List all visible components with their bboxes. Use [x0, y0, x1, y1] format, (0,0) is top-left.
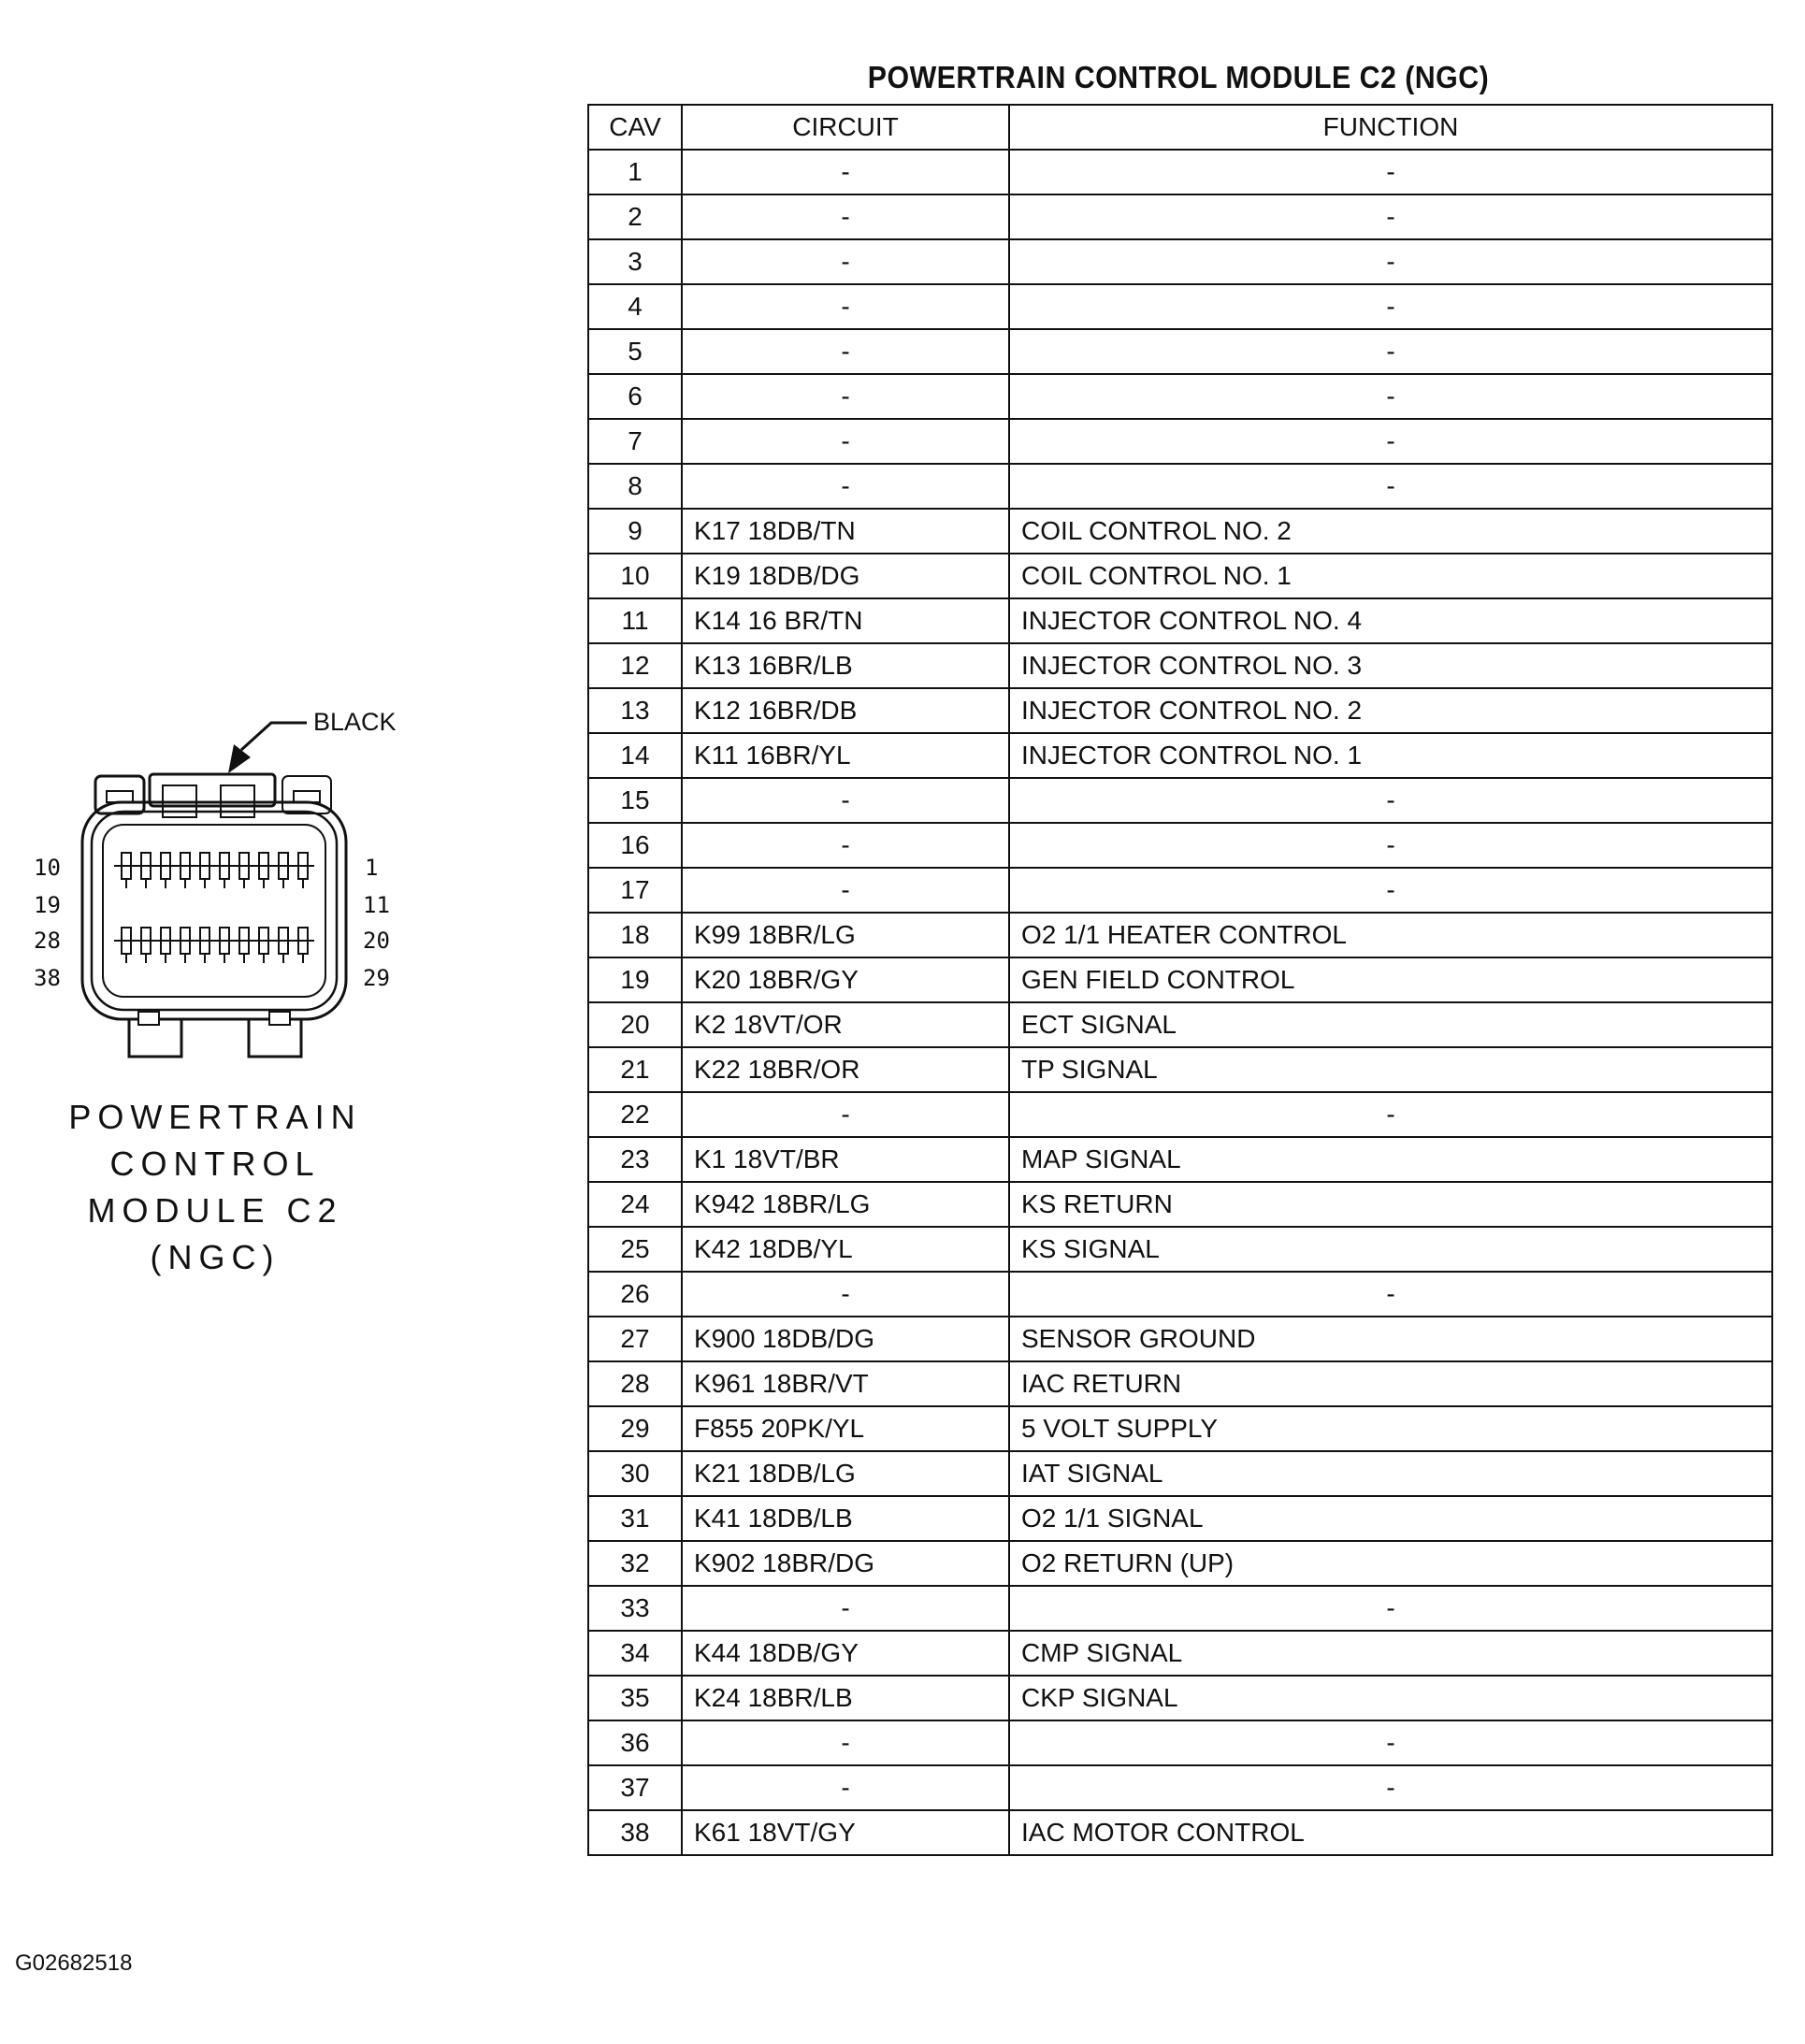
circuit-cell: K2 18VT/OR	[682, 1002, 1009, 1047]
table-row	[588, 913, 1772, 957]
table-row	[588, 554, 1772, 598]
function-cell: IAC RETURN	[1009, 1361, 1772, 1406]
table-row	[588, 419, 1772, 464]
circuit-cell: K13 16BR/LB	[682, 643, 1009, 688]
cav-cell: 26	[588, 1272, 682, 1317]
cav-cell: 27	[588, 1317, 682, 1361]
circuit-cell: K11 16BR/YL	[682, 733, 1009, 778]
table-title: POWERTRAIN CONTROL MODULE C2 (NGC)	[867, 60, 1490, 94]
cav-cell: 22	[588, 1092, 682, 1137]
circuit-cell: -	[682, 374, 1009, 419]
function-cell: -	[1009, 868, 1772, 913]
circuit-cell: -	[682, 1092, 1009, 1137]
cav-cell: 12	[588, 643, 682, 688]
pin-number-right-2: 11	[363, 892, 390, 918]
table-row	[588, 688, 1772, 733]
pin-number-right-3: 20	[363, 928, 390, 954]
function-cell: -	[1009, 284, 1772, 329]
function-cell: -	[1009, 194, 1772, 239]
function-cell: -	[1009, 1272, 1772, 1317]
circuit-cell: K900 18DB/DG	[682, 1317, 1009, 1361]
function-cell: COIL CONTROL NO. 2	[1009, 509, 1772, 554]
circuit-cell: K41 18DB/LB	[682, 1496, 1009, 1541]
function-cell: MAP SIGNAL	[1009, 1137, 1772, 1182]
circuit-cell: -	[682, 1720, 1009, 1765]
connector-caption	[37, 1094, 393, 1281]
function-cell: -	[1009, 1586, 1772, 1631]
cav-cell: 35	[588, 1676, 682, 1720]
header-function: FUNCTION	[1009, 105, 1772, 150]
table-row	[588, 1810, 1772, 1855]
table-row	[588, 733, 1772, 778]
function-cell: -	[1009, 778, 1772, 823]
table-row	[588, 374, 1772, 419]
table-row	[588, 1092, 1772, 1137]
function-cell: 5 VOLT SUPPLY	[1009, 1406, 1772, 1451]
table-row	[588, 464, 1772, 509]
cav-cell: 9	[588, 509, 682, 554]
function-cell: O2 1/1 SIGNAL	[1009, 1496, 1772, 1541]
circuit-cell: F855 20PK/YL	[682, 1406, 1009, 1451]
cav-cell: 10	[588, 554, 682, 598]
function-cell: CMP SIGNAL	[1009, 1631, 1772, 1676]
cav-cell: 13	[588, 688, 682, 733]
table-body	[588, 150, 1772, 1855]
circuit-cell: K61 18VT/GY	[682, 1810, 1009, 1855]
cav-cell: 31	[588, 1496, 682, 1541]
function-cell: -	[1009, 239, 1772, 284]
function-cell: -	[1009, 374, 1772, 419]
function-cell: SENSOR GROUND	[1009, 1317, 1772, 1361]
cav-cell: 2	[588, 194, 682, 239]
cav-cell: 4	[588, 284, 682, 329]
circuit-cell: K24 18BR/LB	[682, 1676, 1009, 1720]
cav-cell: 17	[588, 868, 682, 913]
table-row	[588, 1631, 1772, 1676]
pin-number-left-2: 19	[34, 892, 61, 918]
circuit-cell: -	[682, 284, 1009, 329]
function-cell: -	[1009, 419, 1772, 464]
cav-cell: 28	[588, 1361, 682, 1406]
table-row	[588, 643, 1772, 688]
cav-cell: 21	[588, 1047, 682, 1092]
cav-cell: 38	[588, 1810, 682, 1855]
caption-line: (NGC)	[150, 1238, 281, 1276]
function-cell: COIL CONTROL NO. 1	[1009, 554, 1772, 598]
header-circuit: CIRCUIT	[682, 105, 1009, 150]
table-row	[588, 509, 1772, 554]
connector-diagram	[28, 692, 402, 1066]
leader-line	[241, 723, 307, 750]
pin-number-right-1: 1	[365, 855, 379, 881]
cav-cell: 8	[588, 464, 682, 509]
cav-cell: 36	[588, 1720, 682, 1765]
circuit-cell: K20 18BR/GY	[682, 957, 1009, 1002]
circuit-cell: -	[682, 1586, 1009, 1631]
table-row	[588, 1541, 1772, 1586]
table-row	[588, 239, 1772, 284]
cav-cell: 32	[588, 1541, 682, 1586]
pin-cavity-grid	[114, 853, 314, 963]
circuit-cell: -	[682, 150, 1009, 194]
header-cav: CAV	[588, 105, 682, 150]
cav-cell: 24	[588, 1182, 682, 1227]
circuit-cell: K902 18BR/DG	[682, 1541, 1009, 1586]
function-cell: INJECTOR CONTROL NO. 2	[1009, 688, 1772, 733]
function-cell: CKP SIGNAL	[1009, 1676, 1772, 1720]
circuit-cell: K44 18DB/GY	[682, 1631, 1009, 1676]
pin-number-right-4: 29	[363, 965, 390, 991]
circuit-cell: K22 18BR/OR	[682, 1047, 1009, 1092]
function-cell: IAC MOTOR CONTROL	[1009, 1810, 1772, 1855]
cav-cell: 7	[588, 419, 682, 464]
connector-color-label: BLACK	[313, 708, 397, 736]
circuit-cell: -	[682, 194, 1009, 239]
cav-cell: 3	[588, 239, 682, 284]
circuit-cell: K99 18BR/LG	[682, 913, 1009, 957]
circuit-cell: -	[682, 1272, 1009, 1317]
table-row	[588, 1047, 1772, 1092]
function-cell: -	[1009, 1720, 1772, 1765]
table-row	[588, 1586, 1772, 1631]
table-row	[588, 1406, 1772, 1451]
function-cell: KS RETURN	[1009, 1182, 1772, 1227]
table-row	[588, 957, 1772, 1002]
circuit-cell: -	[682, 464, 1009, 509]
table-row	[588, 150, 1772, 194]
circuit-cell: -	[682, 778, 1009, 823]
circuit-cell: K14 16 BR/TN	[682, 598, 1009, 643]
table-row	[588, 194, 1772, 239]
pinout-table	[587, 104, 1773, 1856]
circuit-cell: K19 18DB/DG	[682, 554, 1009, 598]
circuit-cell: K21 18DB/LG	[682, 1451, 1009, 1496]
table-row	[588, 1182, 1772, 1227]
function-cell: GEN FIELD CONTROL	[1009, 957, 1772, 1002]
function-cell: INJECTOR CONTROL NO. 3	[1009, 643, 1772, 688]
table-row	[588, 823, 1772, 868]
circuit-cell: K42 18DB/YL	[682, 1227, 1009, 1272]
table-row	[588, 1676, 1772, 1720]
cav-cell: 15	[588, 778, 682, 823]
function-cell: ECT SIGNAL	[1009, 1002, 1772, 1047]
leader-arrowhead	[228, 744, 251, 773]
caption-line: MODULE C2	[87, 1191, 343, 1230]
pin-number-left-4: 38	[34, 965, 61, 991]
table-row	[588, 1361, 1772, 1406]
circuit-cell: -	[682, 1765, 1009, 1810]
function-cell: -	[1009, 329, 1772, 374]
table-row	[588, 1317, 1772, 1361]
cav-cell: 1	[588, 150, 682, 194]
function-cell: O2 1/1 HEATER CONTROL	[1009, 913, 1772, 957]
cav-cell: 11	[588, 598, 682, 643]
table-row	[588, 1272, 1772, 1317]
function-cell: TP SIGNAL	[1009, 1047, 1772, 1092]
connector-housing	[82, 802, 346, 1019]
cav-cell: 23	[588, 1137, 682, 1182]
table-row	[588, 329, 1772, 374]
table-row	[588, 1227, 1772, 1272]
table-header-row	[588, 105, 1772, 150]
table-row	[588, 778, 1772, 823]
function-cell: -	[1009, 823, 1772, 868]
function-cell: INJECTOR CONTROL NO. 1	[1009, 733, 1772, 778]
table-row	[588, 1137, 1772, 1182]
pin-number-left-1: 10	[34, 855, 61, 881]
circuit-cell: -	[682, 239, 1009, 284]
circuit-cell: -	[682, 419, 1009, 464]
cav-cell: 37	[588, 1765, 682, 1810]
function-cell: INJECTOR CONTROL NO. 4	[1009, 598, 1772, 643]
cav-cell: 6	[588, 374, 682, 419]
circuit-cell: -	[682, 329, 1009, 374]
table-row	[588, 284, 1772, 329]
cav-cell: 18	[588, 913, 682, 957]
cav-cell: 29	[588, 1406, 682, 1451]
function-cell: IAT SIGNAL	[1009, 1451, 1772, 1496]
cav-cell: 5	[588, 329, 682, 374]
circuit-cell: K1 18VT/BR	[682, 1137, 1009, 1182]
figure-id: G02682518	[15, 1950, 133, 1976]
cav-cell: 16	[588, 823, 682, 868]
cav-cell: 19	[588, 957, 682, 1002]
function-cell: -	[1009, 464, 1772, 509]
cav-cell: 20	[588, 1002, 682, 1047]
circuit-cell: K942 18BR/LG	[682, 1182, 1009, 1227]
function-cell: -	[1009, 150, 1772, 194]
latch-tab-right	[282, 776, 331, 813]
caption-line: CONTROL	[109, 1144, 321, 1183]
table-row	[588, 1720, 1772, 1765]
caption-line: POWERTRAIN	[68, 1098, 362, 1136]
circuit-cell: K961 18BR/VT	[682, 1361, 1009, 1406]
table-row	[588, 598, 1772, 643]
table-row	[588, 1765, 1772, 1810]
pin-number-left-3: 28	[34, 928, 61, 954]
table-row	[588, 1496, 1772, 1541]
circuit-cell: K17 18DB/TN	[682, 509, 1009, 554]
table-row	[588, 868, 1772, 913]
function-cell: -	[1009, 1765, 1772, 1810]
function-cell: O2 RETURN (UP)	[1009, 1541, 1772, 1586]
function-cell: -	[1009, 1092, 1772, 1137]
circuit-cell: K12 16BR/DB	[682, 688, 1009, 733]
function-cell: KS SIGNAL	[1009, 1227, 1772, 1272]
table-row	[588, 1451, 1772, 1496]
cav-cell: 34	[588, 1631, 682, 1676]
cav-cell: 30	[588, 1451, 682, 1496]
cav-cell: 25	[588, 1227, 682, 1272]
cav-cell: 14	[588, 733, 682, 778]
table-row	[588, 1002, 1772, 1047]
cav-cell: 33	[588, 1586, 682, 1631]
circuit-cell: -	[682, 868, 1009, 913]
circuit-cell: -	[682, 823, 1009, 868]
connector-face-drawing	[28, 692, 402, 1066]
